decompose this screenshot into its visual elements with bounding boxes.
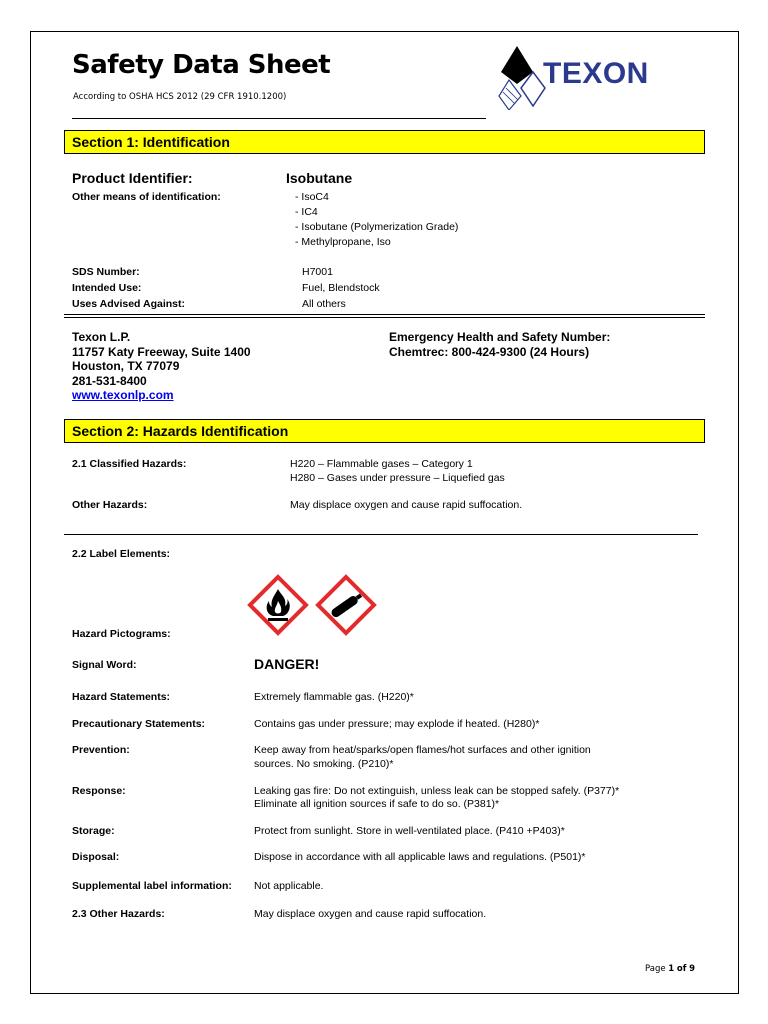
sds-number-value: H7001 (302, 266, 333, 278)
hazard-statements-label: Hazard Statements: (72, 691, 171, 703)
intended-use-label: Intended Use: (72, 282, 142, 294)
section-2-header (64, 419, 705, 443)
other-hazards-23-label: 2.3 Other Hazards: (72, 908, 165, 920)
prevention-line: sources. No smoking. (P210)* (254, 758, 394, 770)
label-elements-label: 2.2 Label Elements: (72, 548, 171, 560)
other-means-item: - IsoC4 (295, 191, 329, 203)
document-subtitle: According to OSHA HCS 2012 (29 CFR 1910.1200) (73, 92, 287, 102)
page-total: 9 (689, 964, 696, 974)
response-label: Response: (72, 785, 126, 797)
page-of: of (676, 964, 687, 974)
other-hazards-label: Other Hazards: (72, 499, 148, 511)
other-means-item: - IC4 (295, 206, 318, 218)
document-title: Safety Data Sheet (72, 50, 331, 80)
classified-hazard: H220 – Flammable gases – Category 1 (290, 458, 473, 470)
page-number (645, 964, 695, 974)
classified-hazards-label: 2.1 Classified Hazards: (72, 458, 187, 470)
disposal-label: Disposal: (72, 851, 120, 863)
company-city: Houston, TX 77079 (72, 359, 180, 373)
emergency-label: Emergency Health and Safety Number: (389, 330, 611, 344)
storage-label: Storage: (72, 825, 115, 837)
other-means-item: - Isobutane (Polymerization Grade) (295, 221, 459, 233)
section-1-header (64, 130, 705, 154)
precautionary-statements-value: Contains gas under pressure; may explode if heated. (H280)* (254, 718, 540, 730)
company-website-link[interactable]: www.texonlp.com (72, 388, 174, 402)
sds-number-label: SDS Number: (72, 266, 140, 278)
header-rule (72, 118, 486, 119)
signal-word-value: DANGER! (254, 656, 320, 672)
hazard-pictograms-label: Hazard Pictograms: (72, 628, 171, 640)
section-2-title: Section 2: Hazards Identification (72, 423, 289, 439)
emergency-number: Chemtrec: 800-424-9300 (24 Hours) (389, 345, 590, 359)
precautionary-statements-label: Precautionary Statements: (72, 718, 206, 730)
other-means-item: - Methylpropane, Iso (295, 236, 391, 248)
other-hazards-23-value: May displace oxygen and cause rapid suffocation. (254, 908, 487, 920)
response-line: Leaking gas fire: Do not extinguish, unless leak can be stopped safely. (P377)* (254, 785, 620, 797)
divider (64, 317, 705, 318)
section-1-title: Section 1: Identification (72, 134, 230, 150)
response-line: Eliminate all ignition sources if safe to do so. (P381)* (254, 798, 500, 810)
company-name: Texon L.P. (72, 330, 131, 344)
prevention-label: Prevention: (72, 744, 130, 756)
page-current: 1 (668, 964, 675, 974)
product-identifier-label: Product Identifier: (72, 170, 193, 186)
other-hazards-value: May displace oxygen and cause rapid suffocation. (290, 499, 523, 511)
supplemental-label: Supplemental label information: (72, 880, 232, 892)
classified-hazard: H280 – Gases under pressure – Liquefied gas (290, 472, 505, 484)
intended-use-value: Fuel, Blendstock (302, 282, 380, 294)
company-phone: 281-531-8400 (72, 374, 147, 388)
supplemental-value: Not applicable. (254, 880, 324, 892)
uses-against-label: Uses Advised Against: (72, 298, 186, 310)
product-identifier-value: Isobutane (286, 170, 353, 186)
logo-text: TEXON (543, 57, 649, 90)
gas-cylinder-icon (315, 574, 377, 636)
divider (64, 534, 698, 535)
page-word: Page (645, 964, 666, 974)
uses-against-value: All others (302, 298, 346, 310)
disposal-value: Dispose in accordance with all applicable laws and regulations. (P501)* (254, 851, 586, 863)
divider (64, 314, 705, 315)
other-means-label: Other means of identification: (72, 191, 221, 203)
storage-value: Protect from sunlight. Store in well-ventilated place. (P410 +P403)* (254, 825, 565, 837)
flame-icon (247, 574, 309, 636)
hazard-statements-value: Extremely flammable gas. (H220)* (254, 691, 414, 703)
signal-word-label: Signal Word: (72, 659, 137, 671)
company-street: 11757 Katy Freeway, Suite 1400 (72, 345, 251, 359)
prevention-line: Keep away from heat/sparks/open flames/hot surfaces and other ignition (254, 744, 591, 756)
texon-logo (497, 44, 677, 110)
